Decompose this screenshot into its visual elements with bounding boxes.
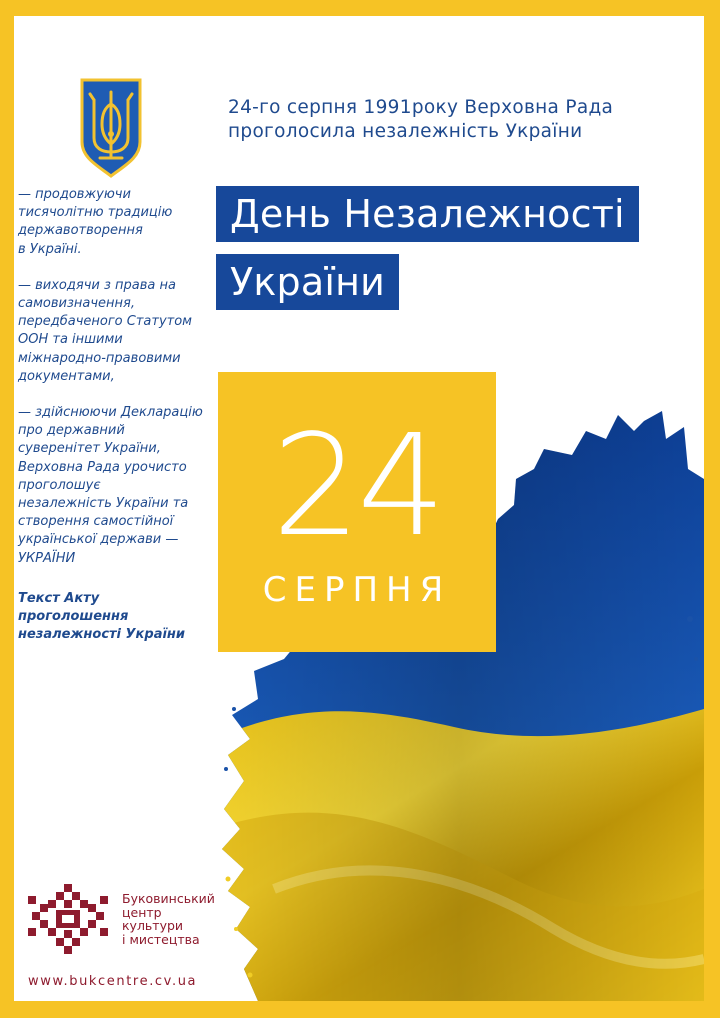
excerpt-line: проголошує xyxy=(18,477,101,493)
excerpt-line: — продовжуючи xyxy=(18,187,131,202)
organization-name-line: Буковинський xyxy=(122,891,215,906)
trident-shield-icon xyxy=(80,78,142,178)
excerpt-line: в Україні. xyxy=(18,241,82,257)
organization-name-line: культури xyxy=(122,918,184,933)
excerpt-line: тисячолітню традицію xyxy=(18,205,173,221)
excerpt-line: міжнародно-правовими xyxy=(18,350,181,366)
act-caption-line: проголошення xyxy=(18,609,129,625)
intro-line-2: проголосила незалежність України xyxy=(228,121,583,142)
excerpt-line: незалежність України та xyxy=(18,496,189,512)
excerpt-paragraph-2 xyxy=(18,277,214,386)
excerpt-line: ООН та іншими xyxy=(18,332,123,348)
date-day: 24 xyxy=(271,405,443,568)
excerpt-line: самовизначення, xyxy=(18,296,135,312)
poster-sheet xyxy=(14,16,704,1001)
title-line-2: України xyxy=(216,254,399,310)
act-caption xyxy=(18,590,214,645)
act-excerpt xyxy=(18,186,214,662)
excerpt-paragraph-3 xyxy=(18,404,214,568)
excerpt-line: про державний xyxy=(18,423,125,439)
excerpt-line: української держави — xyxy=(18,532,179,548)
excerpt-line: УКРАЇНИ xyxy=(18,550,76,566)
date-month: СЕРПНЯ xyxy=(262,570,452,610)
excerpt-line: передбаченого Статутом xyxy=(18,314,192,330)
excerpt-line: суверенітет України, xyxy=(18,441,161,457)
organization-name-line: центр xyxy=(122,904,162,920)
intro-text xyxy=(228,96,613,144)
act-caption-line: Текст Акту xyxy=(18,590,100,606)
excerpt-line: створення самостійної xyxy=(18,514,174,530)
title-line-1: День Незалежності xyxy=(216,186,639,242)
excerpt-line: Верховна Рада урочисто xyxy=(18,459,187,475)
organization-name-line: і мистецтва xyxy=(122,931,200,947)
act-caption-line: незалежності України xyxy=(18,627,186,643)
embroidery-star-logo xyxy=(28,882,108,956)
excerpt-line: документами, xyxy=(18,368,115,384)
website-link[interactable]: www.bukcentre.cv.ua xyxy=(28,974,198,989)
excerpt-line: державотворення xyxy=(18,223,143,239)
date-block xyxy=(218,372,496,652)
excerpt-line: — виходячи з права на xyxy=(18,277,176,293)
excerpt-line: — здійснюючи Декларацію xyxy=(18,405,203,421)
intro-line-1: 24-го серпня 1991року Верховна Рада xyxy=(228,97,614,118)
organization-name xyxy=(122,892,215,946)
excerpt-paragraph-1 xyxy=(18,186,214,259)
